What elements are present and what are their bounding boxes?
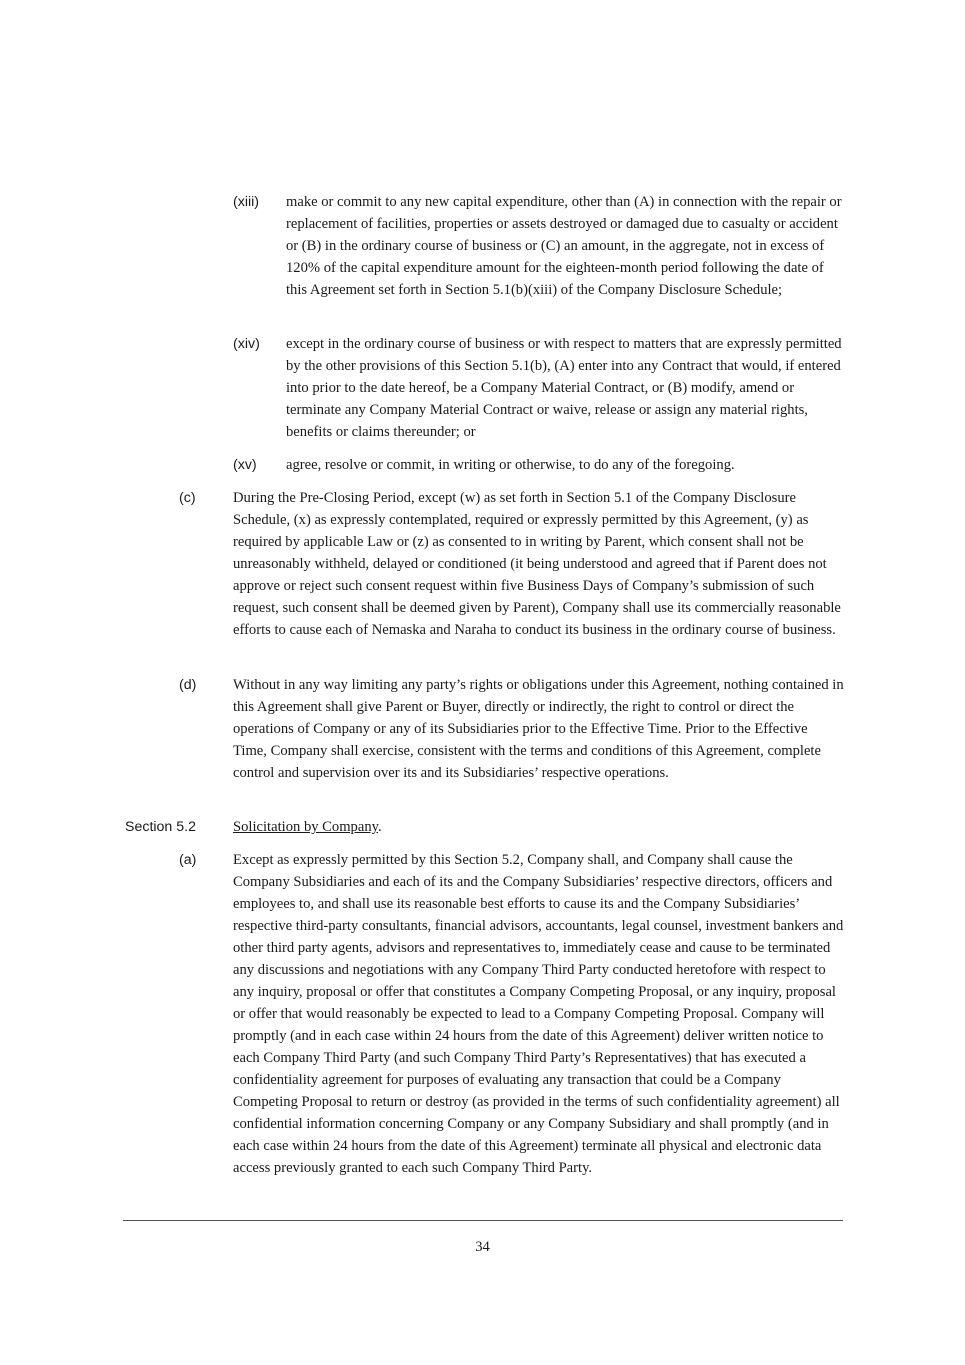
- clause-text-xiii: make or commit to any new capital expenditure, other than (A) in connection with the repair or replacement of facilities, properties or assets destroyed or damaged due to casualty or accident or (B) in the ordinary course of business or (C) an amount, in the aggregate, not in excess of 120% of the capital expenditure amount for the eighteen-month period following the date of this Agreement set forth in Section 5.1(b)(xiii) of the Company Disclosure Schedule;: [286, 194, 842, 298]
- paragraph-label-d: (d): [179, 677, 197, 693]
- footer-rule: [123, 1220, 843, 1221]
- paragraph-label-a: (a): [179, 852, 197, 868]
- clause-label-xiii: (xiii): [233, 194, 259, 210]
- clause-label-xiv: (xiv): [233, 336, 260, 352]
- page-number: 34: [475, 1239, 490, 1255]
- section-label: Section 5.2: [125, 819, 196, 835]
- paragraph-text-d: Without in any way limiting any party’s rights or obligations under this Agreement, nothing contained in this Agreement shall give Parent or Buyer, directly or indirectly, the right to control or direct the operations of Company or any of its Subsidiaries prior to the Effective Time. Prior to the Effective Time, Company shall exercise, consistent with the terms and conditions of this Agreement, complete control and supervision over its and its Subsidiaries’ respective operations.: [233, 677, 844, 781]
- paragraph-label-c: (c): [179, 490, 196, 506]
- paragraph-text-a: Except as expressly permitted by this Section 5.2, Company shall, and Company shall cause the Company Subsidiaries and each of its and the Company Subsidiaries’ respective directors, officers and employees to, and shall use its reasonable best efforts to cause its and the Company Subsidiaries’ respective third-party consultants, financial advisors, accountants, legal counsel, investment bankers and other third party agents, advisors and representatives to, immediately cease and cause to be terminated any discussions and negotiations with any Company Third Party conducted heretofore with respect to any inquiry, proposal or offer that constitutes a Company Competing Proposal, or any inquiry, proposal or offer that would reasonably be expected to lead to a Company Competing Proposal. Company will promptly (and in each case within 24 hours from the date of this Agreement) deliver written notice to each Company Third Party (and such Company Third Party’s Representatives) that has executed a confidentiality agreement for purposes of evaluating any transaction that could be a Company Competing Proposal to return or destroy (as provided in the terms of such confidentiality agreement) all confidential information concerning Company or any Company Subsidiary and shall promptly (and in each case within 24 hours from the date of this Agreement) terminate all physical and electronic data access previously granted to each such Company Third Party.: [233, 852, 844, 1176]
- clause-label-xv: (xv): [233, 457, 257, 473]
- clause-text-xiv: except in the ordinary course of business or with respect to matters that are expressly permitted by the other provisions of this Section 5.1(b), (A) enter into any Contract that would, if entered into prior to the date hereof, be a Company Material Contract, or (B) modify, amend or terminate any Company Material Contract or waive, release or assign any material rights, benefits or claims thereunder; or: [286, 336, 842, 440]
- clause-text-xv: agree, resolve or commit, in writing or otherwise, to do any of the foregoing.: [286, 457, 735, 473]
- section-heading: [233, 816, 844, 838]
- paragraph-text-c: During the Pre-Closing Period, except (w) as set forth in Section 5.1 of the Company Disclosure Schedule, (x) as expressly contemplated, required or expressly permitted by this Agreement, (y) as required by applicable Law or (z) as consented to in writing by Parent, which consent shall not be unreasonably withheld, delayed or conditioned (it being understood and agreed that if Parent does not approve or reject such consent request within five Business Days of Company’s submission of such request, such consent shall be deemed given by Parent), Company shall use its commercially reasonable efforts to cause each of Nemaska and Naraha to conduct its business in the ordinary course of business.: [233, 490, 841, 638]
- section-title-punct: .: [377, 819, 382, 835]
- section-title: Solicitation by Company: [233, 819, 378, 835]
